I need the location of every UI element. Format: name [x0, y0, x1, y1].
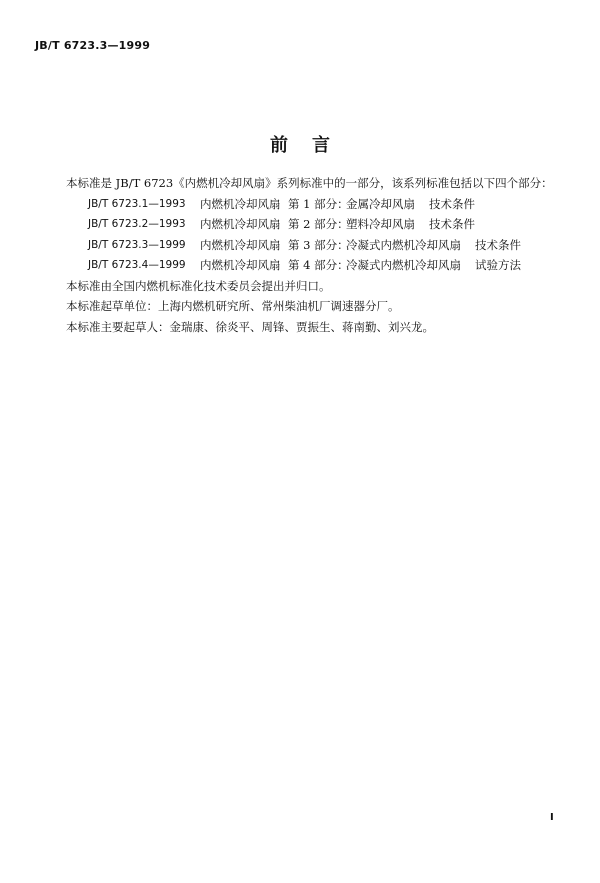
intro-paragraph: 本标准是 JB/T 6723《内燃机冷却风扇》系列标准中的一部分，该系列标准包括以下四个部分：: [66, 176, 553, 190]
part-code: JB/T 6723.1—1993: [88, 197, 186, 210]
part-suffix: 技术条件: [429, 196, 475, 211]
part-code: JB/T 6723.2—1993: [88, 218, 186, 230]
drafting-units-paragraph: 本标准起草单位：上海内燃机研究所、常州柴油机厂调速器分厂。: [66, 299, 400, 313]
list-item: [66, 235, 566, 256]
part-suffix: 技术条件: [429, 217, 475, 231]
part-suffix: 技术条件: [475, 237, 521, 252]
part-code: JB/T 6723.4—1999: [88, 259, 186, 271]
part-code: JB/T 6723.3—1999: [88, 238, 186, 251]
part-subtitle: 金属冷却风扇: [346, 196, 415, 211]
part-name: 内燃机冷却风扇: [200, 237, 281, 252]
list-item: [66, 194, 566, 215]
page-title: 前言: [270, 135, 354, 156]
page-number: I: [550, 812, 554, 823]
part-number: 第 1 部分：: [288, 196, 349, 211]
part-name: 内燃机冷却风扇: [200, 258, 281, 272]
drafters-paragraph: 本标准主要起草人：金瑞康、徐炎平、周锋、贾振生、蒋南勤、刘兴龙。: [66, 319, 434, 334]
part-number: 第 2 部分：: [288, 217, 349, 231]
part-name: 内燃机冷却风扇: [200, 217, 281, 231]
list-item: [66, 214, 566, 235]
part-suffix: 试验方法: [475, 258, 521, 272]
part-subtitle: 冷凝式内燃机冷却风扇: [346, 237, 461, 252]
list-item: [66, 255, 566, 276]
part-subtitle: 塑料冷却风扇: [346, 217, 415, 231]
document-code-header: JB/T 6723.3—1999: [35, 39, 151, 52]
series-parts-list: [66, 194, 566, 276]
part-subtitle: 冷凝式内燃机冷却风扇: [346, 258, 461, 272]
part-number: 第 3 部分：: [288, 237, 349, 252]
proposal-paragraph: 本标准由全国内燃机标准化技术委员会提出并归口。: [66, 278, 331, 293]
part-name: 内燃机冷却风扇: [200, 196, 281, 211]
part-number: 第 4 部分：: [288, 258, 349, 272]
foreword-body: [66, 173, 566, 337]
